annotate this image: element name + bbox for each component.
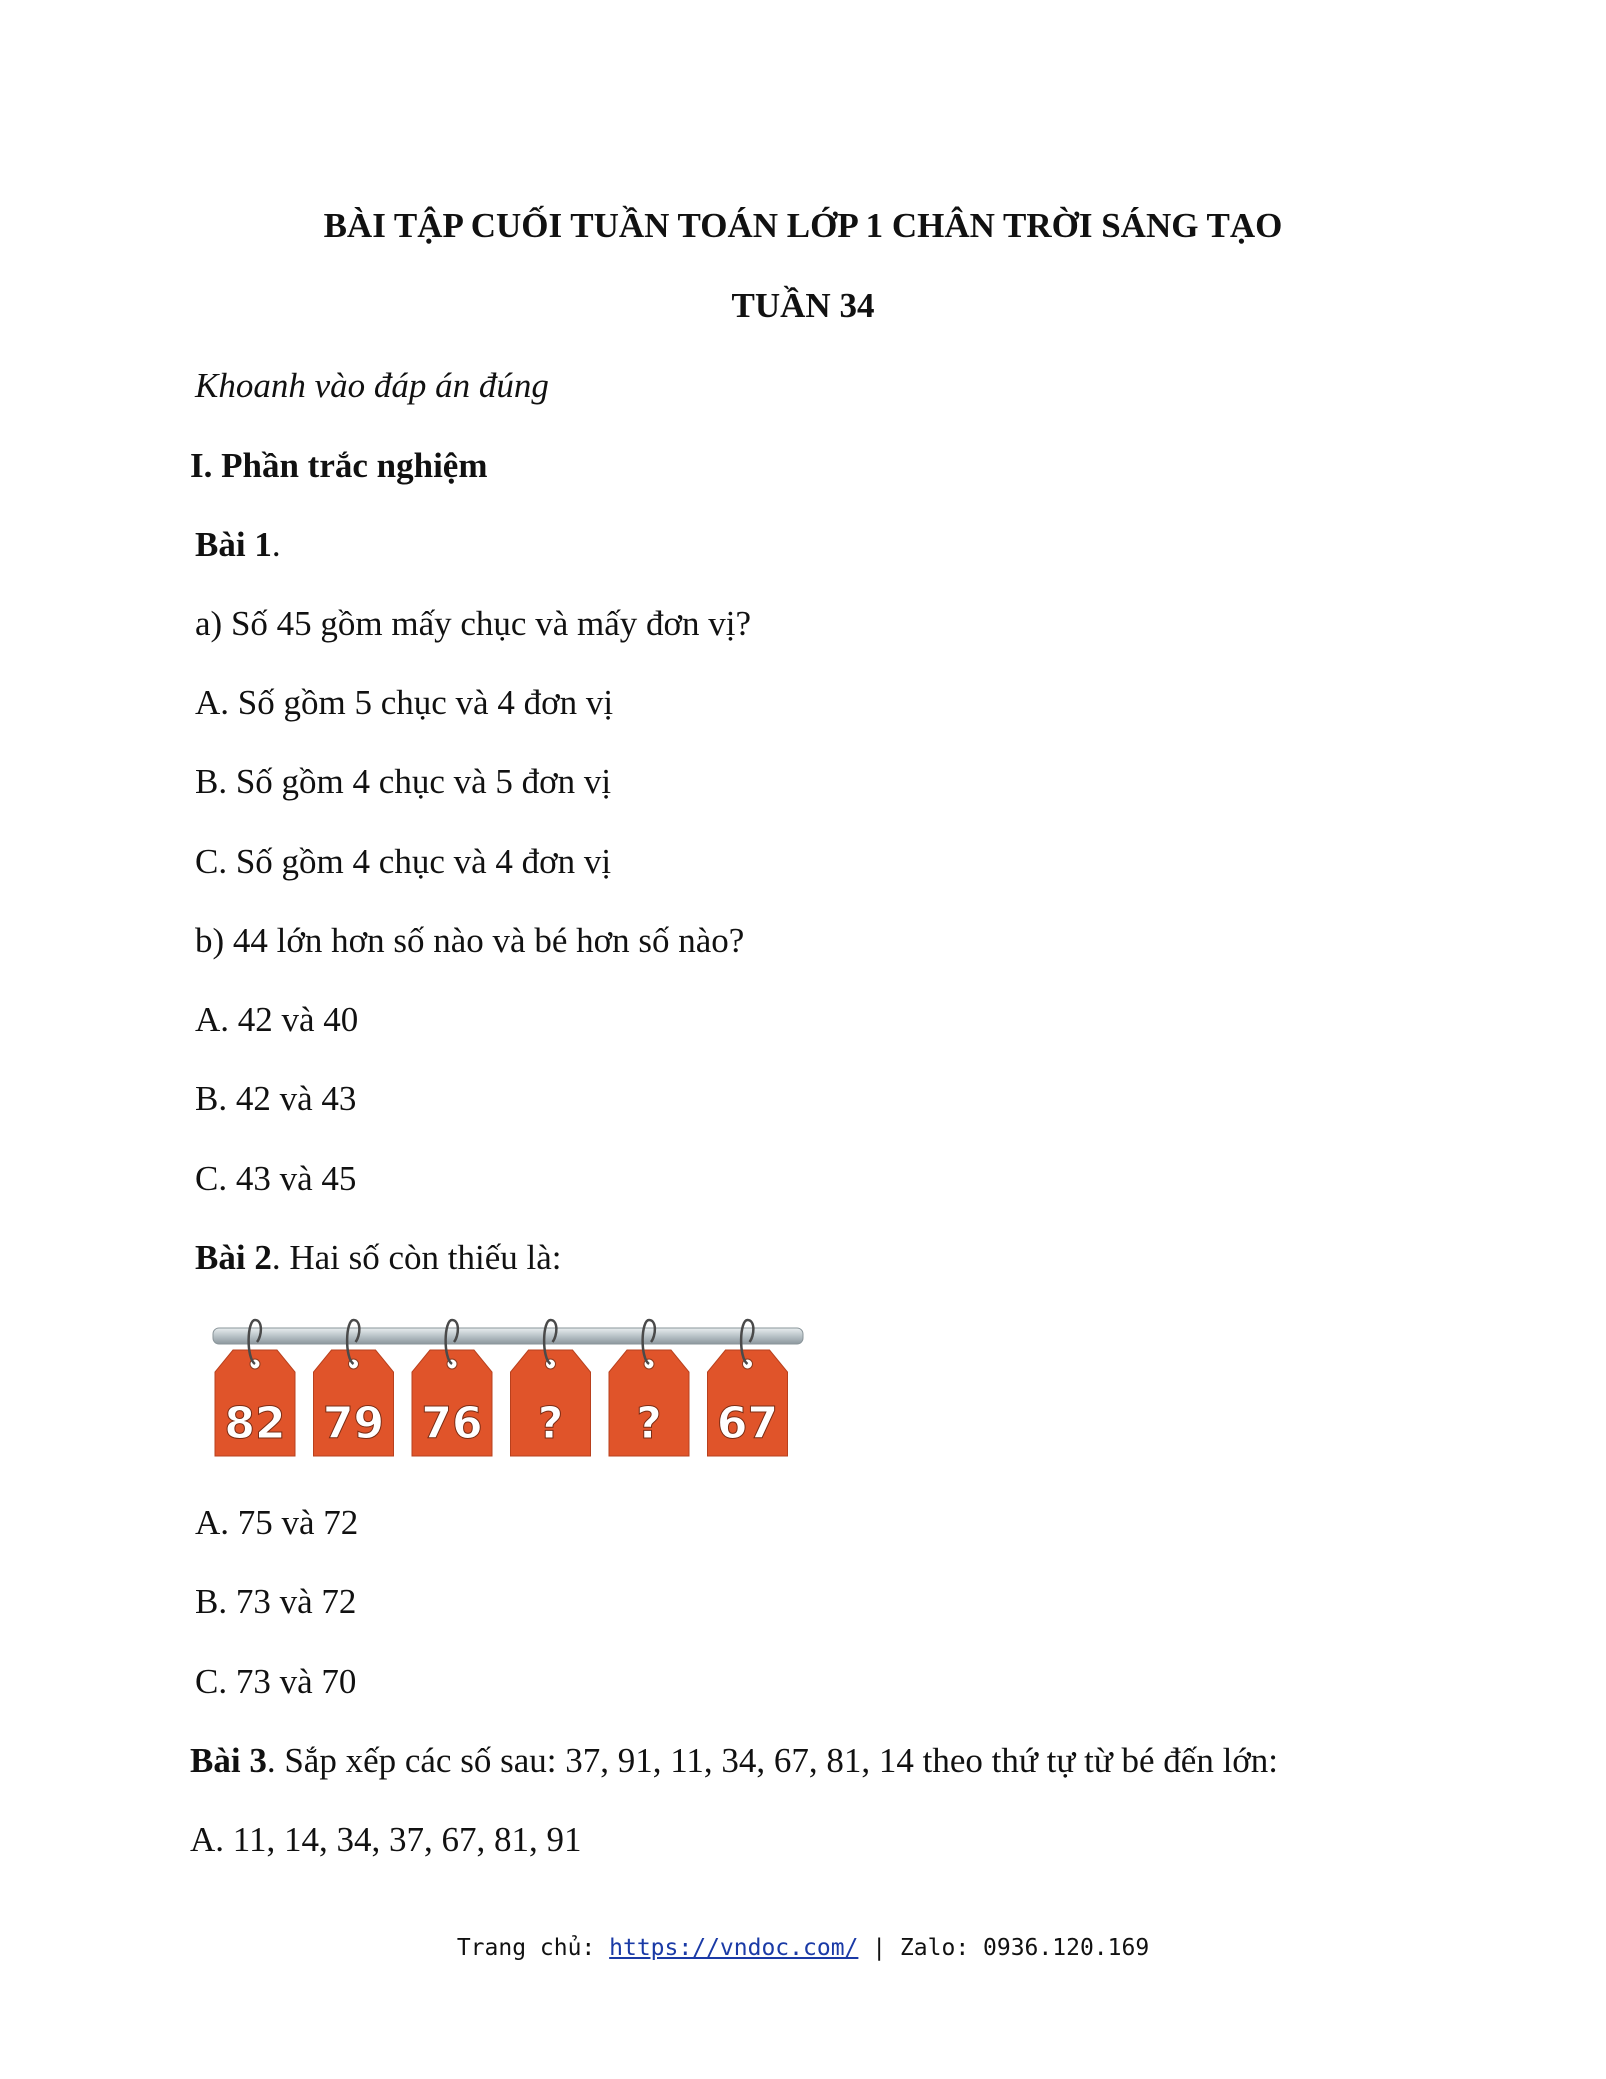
bai2-text: . Hai số còn thiếu là: <box>271 1238 562 1277</box>
bai1-b-option-a: A. 42 và 40 <box>195 1000 359 1039</box>
bai1-question-b: b) 44 lớn hơn số nào và bé hơn số nào? <box>195 921 745 960</box>
bai1-suffix: . <box>271 525 281 564</box>
page-footer <box>0 1933 1606 1963</box>
tag-label: 67 <box>716 1398 779 1449</box>
bai2-label: Bài 2 <box>195 1238 272 1277</box>
bai1-heading <box>195 525 281 565</box>
number-tags-illustration <box>205 1310 805 1460</box>
footer-suffix: | Zalo: 0936.120.169 <box>858 1935 1150 1961</box>
tag-label: 82 <box>224 1398 286 1449</box>
bai3-label: Bài 3 <box>190 1741 267 1780</box>
bai3-heading <box>190 1741 1278 1781</box>
page-title: BÀI TẬP CUỐI TUẦN TOÁN LỚP 1 CHÂN TRỜI SÁNG TẠO <box>323 206 1283 245</box>
bai2-option-b: B. 73 và 72 <box>195 1582 357 1621</box>
bai3-option-a: A. 11, 14, 34, 37, 67, 81, 91 <box>190 1820 582 1859</box>
hanging-rod <box>213 1328 803 1344</box>
bai2-option-a: A. 75 và 72 <box>195 1503 359 1542</box>
bai1-a-option-a: A. Số gồm 5 chục và 4 đơn vị <box>195 683 614 722</box>
bai2-heading <box>195 1238 561 1278</box>
bai2-option-c: C. 73 và 70 <box>195 1662 357 1701</box>
footer-link[interactable]: https://vndoc.com/ <box>609 1935 859 1961</box>
bai1-a-option-b: B. Số gồm 4 chục và 5 đơn vị <box>195 762 612 801</box>
bai3-text: . Sắp xếp các số sau: 37, 91, 11, 34, 67, 81, 14 theo thứ tự từ bé đến lớn: <box>266 1741 1279 1780</box>
tag-label: 76 <box>421 1398 483 1449</box>
bai1-b-option-b: B. 42 và 43 <box>195 1079 357 1118</box>
bai1-question-a: a) Số 45 gồm mấy chục và mấy đơn vị? <box>195 604 752 643</box>
section-heading: I. Phần trắc nghiệm <box>190 446 488 485</box>
footer-prefix: Trang chủ: <box>456 1935 610 1961</box>
tag-label: ? <box>537 1398 564 1449</box>
tag-label: ? <box>636 1398 662 1449</box>
week-title: TUẦN 34 <box>731 286 875 325</box>
tag-label: 79 <box>322 1398 385 1449</box>
bai1-label: Bài 1 <box>195 525 272 564</box>
bai1-a-option-c: C. Số gồm 4 chục và 4 đơn vị <box>195 842 612 881</box>
instruction: Khoanh vào đáp án đúng <box>195 366 549 405</box>
bai1-b-option-c: C. 43 và 45 <box>195 1159 357 1198</box>
